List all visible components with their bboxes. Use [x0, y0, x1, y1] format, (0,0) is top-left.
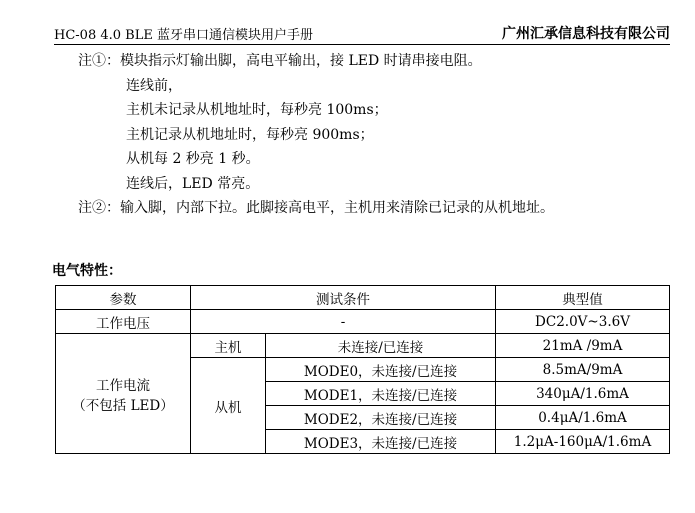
note-1-line: 主机记录从机地址时，每秒亮 900ms；: [126, 126, 374, 143]
slave-condition: MODE0，未连接/已连接: [266, 358, 496, 382]
master-condition: 未连接/已连接: [266, 334, 496, 358]
section-title: 电气特性：: [52, 263, 122, 279]
table-row: [56, 310, 670, 334]
table-row: [56, 334, 670, 358]
master-typical: 21mA /9mA: [496, 334, 670, 358]
note-2-marker: 注②：: [78, 200, 120, 216]
header-typical: 典型值: [496, 286, 670, 310]
note-1-line: 连线前，: [126, 77, 182, 94]
header-param: 参数: [56, 286, 191, 310]
current-param: [56, 334, 191, 454]
slave-typical: 1.2μA-160μA/1.6mA: [496, 430, 670, 454]
electrical-spec-table: [55, 285, 670, 454]
note-2: [78, 196, 678, 221]
slave-typical: 8.5mA/9mA: [496, 358, 670, 382]
slave-condition: MODE3，未连接/已连接: [266, 430, 496, 454]
note-1-marker: 注①：: [78, 53, 120, 69]
notes-section: [78, 49, 678, 221]
company-name: 广州汇承信息科技有限公司: [502, 26, 670, 42]
current-param-line2: （不包括 LED）: [72, 397, 174, 414]
note-1-line: 主机未记录从机地址时，每秒亮 100ms；: [126, 102, 388, 118]
slave-typical: 0.4μA/1.6mA: [496, 406, 670, 430]
table-header-row: [56, 286, 670, 310]
note-1-text: 模块指示灯输出脚，高电平输出，接 LED 时请串接电阻。: [120, 53, 482, 69]
note-1-line: 从机每 2 秒亮 1 秒。: [126, 151, 260, 167]
master-role: 主机: [191, 334, 266, 358]
page-header: [54, 22, 670, 45]
current-param-line1: 工作电流: [96, 377, 150, 394]
slave-typical: 340μA/1.6mA: [496, 382, 670, 406]
voltage-param: 工作电压: [56, 310, 191, 334]
slave-condition: MODE2，未连接/已连接: [266, 406, 496, 430]
note-1-line: 连线后，LED 常亮。: [126, 175, 260, 192]
note-2-text: 输入脚，内部下拉。此脚接高电平，主机用来清除已记录的从机地址。: [120, 200, 554, 216]
header-condition: 测试条件: [191, 286, 496, 310]
note-1: [78, 49, 678, 74]
slave-condition: MODE1，未连接/已连接: [266, 382, 496, 406]
voltage-typical: DC2.0V~3.6V: [496, 310, 670, 334]
voltage-condition: -: [191, 310, 496, 334]
manual-title: HC-08 4.0 BLE 蓝牙串口通信模块用户手册: [54, 28, 313, 43]
slave-role: 从机: [191, 358, 266, 454]
